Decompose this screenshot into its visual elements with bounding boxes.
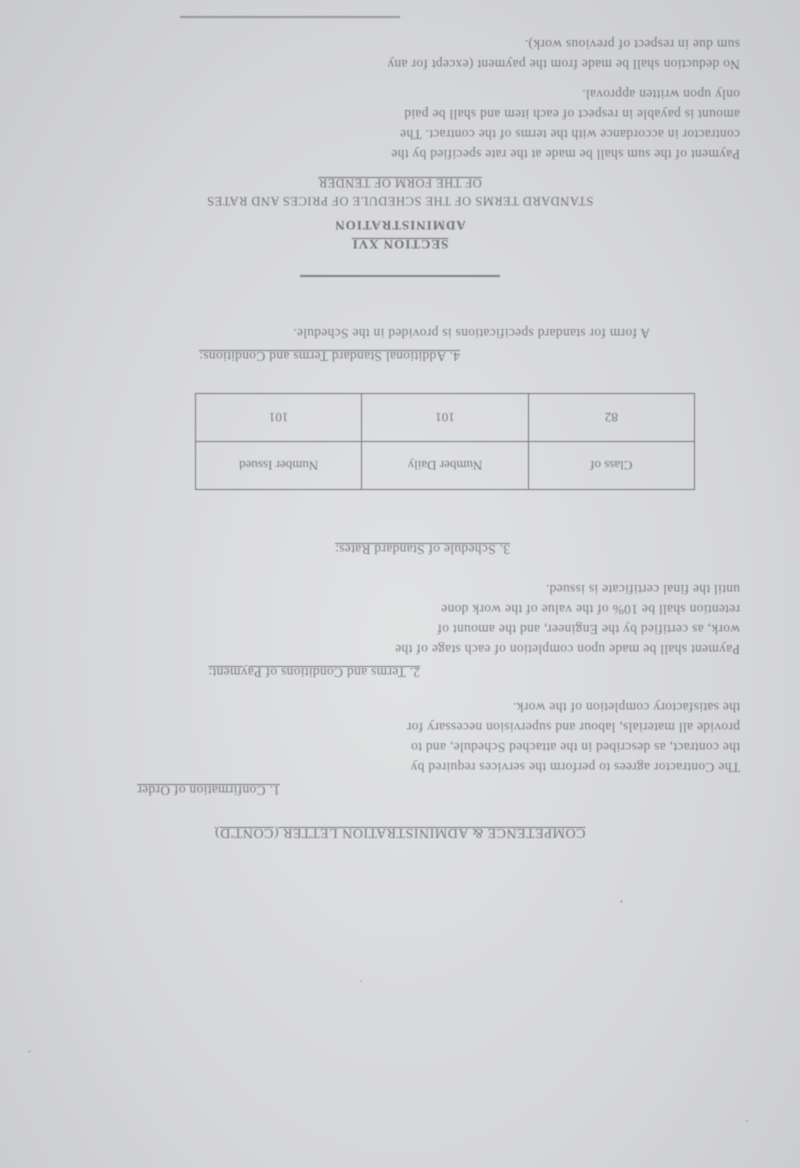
- text-line: only upon written approval.: [581, 87, 740, 102]
- scan-speck: [620, 900, 623, 903]
- text-line: the contract, as described in the attached Schedule, and to: [410, 740, 740, 755]
- table-header-cell: Number Issued: [196, 442, 362, 490]
- scan-speck: [28, 1050, 31, 1053]
- page-header: COMPETENCE & ADMINISTRATION LETTER (CONT'D): [214, 825, 586, 840]
- text-line: sum due in respect of previous work).: [524, 37, 740, 52]
- text-line: The Contractor agrees to perform the services required by: [410, 760, 740, 775]
- section-heading: 2. Terms and Conditions of Payment:: [208, 665, 420, 680]
- text-line: A form for standard specifications is provided in the Schedule.: [292, 326, 650, 341]
- section-heading: OF THE FORM OF TENDER: [318, 176, 482, 190]
- rates-table: [195, 393, 695, 490]
- section-heading: 3. Schedule of Standard Rates:: [334, 542, 510, 557]
- section-heading: 1. Confirmation of Order: [137, 783, 280, 798]
- text-line: until the final certificate is issued.: [545, 582, 740, 597]
- text-line: Payment of the sum shall be made at the rate specified by the: [391, 147, 740, 162]
- section-heading: 4. Additional Standard Terms and Conditions:: [199, 349, 460, 364]
- table-row: [196, 394, 695, 442]
- table-header-row: [196, 442, 695, 490]
- scan-speck: [360, 980, 362, 982]
- section-subtitle: ADMINISTRATION: [334, 218, 466, 233]
- text-line: retention shall be 10% of the value of the work done: [440, 602, 740, 617]
- text-line: provide all materials, labour and supervision necessary for: [406, 720, 740, 735]
- section-title: SECTION XVI: [351, 237, 449, 252]
- bleed-through-text: [40, 30, 760, 850]
- table-cell: 82: [528, 394, 694, 442]
- section-heading: STANDARD TERMS OF THE SCHEDULE OF PRICES AND RATES: [206, 194, 594, 208]
- text-line: work, as certified by the Engineer, and the amount of: [437, 622, 740, 637]
- table-header-cell: Class of: [528, 442, 694, 490]
- divider-rule: [300, 276, 500, 278]
- text-line: No deduction shall be made from the payment (except for any: [387, 57, 740, 72]
- scan-speck: [745, 1120, 749, 1122]
- text-line: amount is payable in respect of each item and shall be paid: [404, 107, 740, 122]
- text-line: the satisfactory completion of the work.: [512, 700, 740, 715]
- text-line: contractor in accordance with the terms of the contract. The: [399, 127, 740, 142]
- text-line: Payment shall be made upon completion of each stage of the: [394, 642, 740, 657]
- table-cell: 101: [362, 394, 528, 442]
- table-cell: 101: [196, 394, 362, 442]
- divider-rule: [180, 17, 400, 19]
- table-header-cell: Number Daily: [362, 442, 528, 490]
